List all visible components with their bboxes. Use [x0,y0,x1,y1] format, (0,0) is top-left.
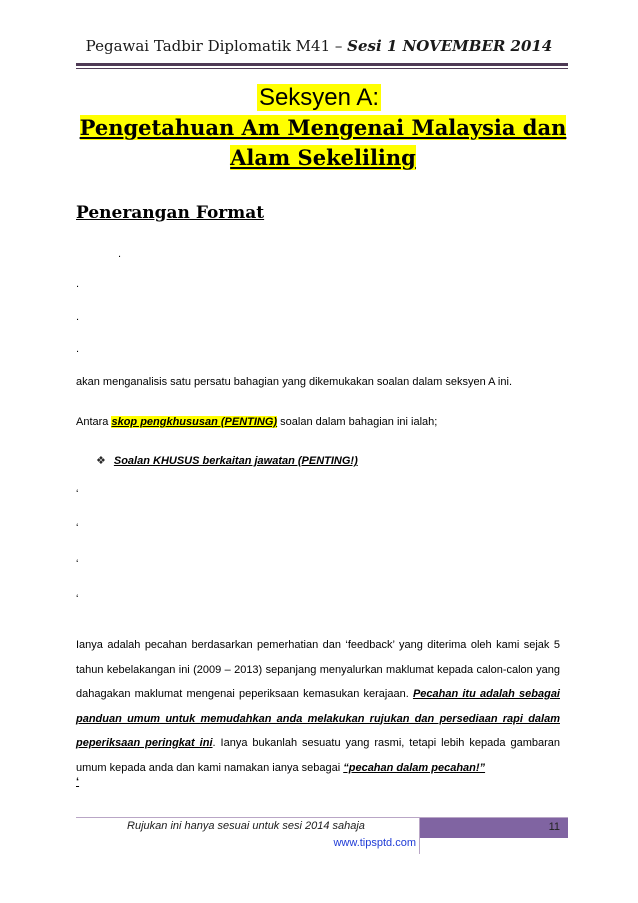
bullet-item: ❖ Soalan KHUSUS berkaitan jawatan (PENTING!) [96,455,358,467]
footer-note: Rujukan ini hanya sesuai untuk sesi 2014 sahaja [127,820,365,832]
header-title: Pegawai Tadbir Diplomatik M41 – [85,37,348,55]
section-subtitle-line2: Alam Sekeliling [230,145,416,170]
quote-mark: ‘ [76,522,79,534]
section-subtitle [76,113,570,173]
emphasis-quote: “pecahan dalam pecahan!” [343,761,486,774]
header-rule [76,63,568,66]
format-heading: Penerangan Format [76,203,265,223]
quote-mark: ‘ [76,488,79,500]
header-session: Sesi 1 NOVEMBER 2014 [347,37,553,55]
section-subtitle-line1: Pengetahuan Am Mengenai Malaysia dan [79,115,567,140]
dot-mark: . [76,343,80,355]
quote-mark: ‘ [76,776,80,788]
quote-mark: ‘ [76,558,79,570]
dot-mark: . [118,248,122,260]
dot-mark: . [76,311,80,323]
diamond-bullet-icon: ❖ [96,455,106,467]
page-header [0,37,638,55]
analyze-line: akan menganalisis satu persatu bahagian yang dikemukakan soalan dalam seksyen A ini. [76,376,512,388]
dot-mark: . [76,278,80,290]
emphasis-text: Pecahan itu adalah sebagai panduan umum untuk memudahkan anda melakukan rujukan dan persediaan rapi dalam peperiksaan peringkat ini [76,688,560,749]
section-title: Seksyen A: [258,84,380,111]
scope-highlight: skop pengkhususan (PENTING) [111,416,278,428]
footer-url-link[interactable]: www.tipsptd.com [333,837,416,849]
page-number: 11 [548,821,560,833]
header-rule-thin [76,68,568,69]
scope-line: Antara skop pengkhususan (PENTING) soalan dalam bahagian ini ialah; [76,416,438,428]
quote-mark: ‘ [76,593,79,605]
explanation-paragraph: Ianya adalah pecahan berdasarkan pemerhatian dan ‘feedback’ yang diterima oleh kami sejak 5 tahun kebelakangan ini (2009 – 2013) sepanjang menyalurkan maklumat kepada calon-calon yang dahagakan maklumat mengenai peperiksaan kemasukan kerajaan. Pecahan itu adalah sebagai panduan umum untuk memudahkan anda melakukan rujukan dan persediaan rapi dalam peperiksaan peringkat ini. Ianya bukanlah sesuatu yang rasmi, tetapi lebih kepada gambaran umum kepada anda dan kami namakan ianya sebagai “pecahan dalam pecahan!” [76,639,560,774]
